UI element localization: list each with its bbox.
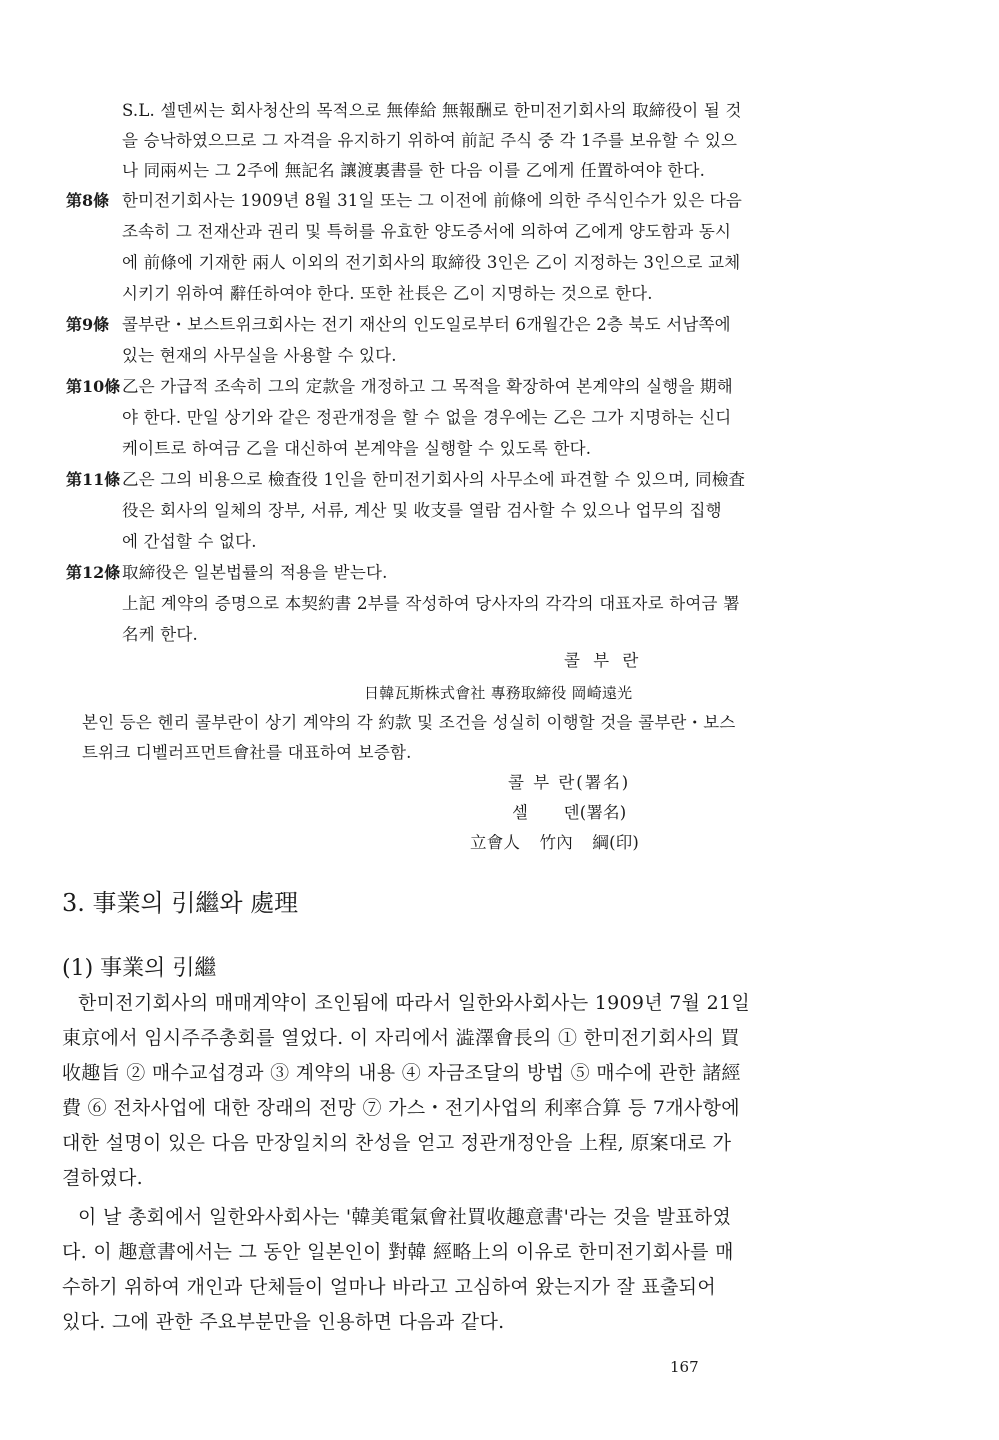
contract-text-line: 을 승낙하였으므로 그 자격을 유지하기 위하여 前記 주식 중 각 1주를 보유할 수 있으 [122,131,738,150]
contract-text-line: 나 同兩씨는 그 2주에 無記名 讓渡裏書를 한 다음 이를 乙에게 任置하여야 한다. [122,161,706,180]
article-line: 取締役은 일본법률의 적용을 받는다. [122,563,388,582]
body-line: 收趣旨 ② 매수교섭경과 ③ 계약의 내용 ④ 자금조달의 방법 ⑤ 매수에 관한 諸經 [62,1062,741,1084]
body-line: 대한 설명이 있은 다음 만장일치의 찬성을 얻고 정관개정안을 上程, 原案대로 가 [62,1132,732,1154]
signature-title: 日韓瓦斯株式會社 專務取締役 岡崎遠光 [364,684,633,702]
article-line: 시키기 위하여 辭任하여야 한다. 또한 社長은 乙이 지명하는 것으로 한다. [122,284,653,303]
article-line: 乙은 가급적 조속히 그의 定款을 개정하고 그 목적을 확장하여 본계약의 실행을 期해 [122,377,733,396]
body-line: 있다. 그에 관한 주요부분만을 인용하면 다음과 같다. [62,1311,505,1333]
body-line: 費 ⑥ 전차사업에 대한 장래의 전망 ⑦ 가스・전기사업의 利率合算 등 7개사항에 [62,1097,740,1119]
guarantee-line: 본인 등은 헨리 콜부란이 상기 계약의 각 約款 및 조건을 성실히 이행할 것을 콜부란・보스 [82,713,736,732]
article-line: 케이트로 하여금 乙을 대신하여 본계약을 실행할 수 있도록 한다. [122,439,592,458]
article-line: 에 前條에 기재한 兩人 이외의 전기회사의 取締役 3인은 乙이 지정하는 3인으로 교체 [122,253,741,272]
body-line: 東京에서 임시주주총회를 열었다. 이 자리에서 澁澤會長의 ① 한미전기회사의 買 [62,1027,740,1049]
article-line: 조속히 그 전재산과 권리 및 특허를 유효한 양도증서에 의하여 乙에게 양도함과 동시 [122,222,732,241]
body-line: 수하기 위하여 개인과 단체들이 얼마나 바라고 고심하여 왔는지가 잘 표출되어 [62,1276,716,1298]
signer-line: 立會人 竹內 綱(印) [470,833,640,852]
article-line: 上記 계약의 증명으로 本契約書 2부를 작성하여 당사자의 각각의 대표자로 하여금 署 [122,594,740,613]
article-label: 第9條 [66,315,110,334]
article-label: 第12條 [66,563,121,582]
article-line: 야 한다. 만일 상기와 같은 정관개정을 할 수 없을 경우에는 乙은 그가 지명하는 신디 [122,408,732,427]
article-line: 乙은 그의 비용으로 檢査役 1인을 한미전기회사의 사무소에 파견할 수 있으며, 同檢査 [122,470,746,489]
signer-line: 셀 덴(署名) [512,803,627,822]
article-line: 名케 한다. [122,625,199,644]
subsection-heading: (1) 事業의 引繼 [62,956,217,981]
signature-name: 콜 부 란 [564,651,643,670]
guarantee-line: 트위크 디벨러프먼트會社를 대표하여 보증함. [82,743,412,762]
article-label: 第11條 [66,470,121,489]
article-line: 役은 회사의 일체의 장부, 서류, 계산 및 收支를 열람 검사할 수 있으나 업무의 집행 [122,501,722,520]
body-line: 다. 이 趣意書에서는 그 동안 일본인이 對韓 經略上의 이유로 한미전기회사를 매 [62,1241,734,1263]
article-label: 第8條 [66,191,110,210]
section-heading: 3. 事業의 引繼와 處理 [62,889,299,917]
article-label: 第10條 [66,377,121,396]
article-line: 에 간섭할 수 없다. [122,532,257,551]
body-line: 이 날 총회에서 일한와사회사는 '韓美電氣會社買收趣意書'라는 것을 발표하였 [78,1206,732,1228]
signer-line: 콜 부 란(署名) [508,773,631,792]
article-line: 있는 현재의 사무실을 사용할 수 있다. [122,346,397,365]
article-line: 콜부란・보스트위크회사는 전기 재산의 인도일로부터 6개월간은 2층 북도 서남쪽에 [122,315,731,334]
body-line: 한미전기회사의 매매계약이 조인됨에 따라서 일한와사회사는 1909년 7월 21일 [78,992,751,1014]
article-line: 한미전기회사는 1909년 8월 31일 또는 그 이전에 前條에 의한 주식인수가 있은 다음 [122,191,743,210]
body-line: 결하였다. [62,1167,143,1189]
contract-text-line: S.L. 셀덴씨는 회사청산의 목적으로 無俸給 無報酬로 한미전기회사의 取締役이 될 것 [122,101,742,120]
page-number: 167 [670,1358,699,1376]
